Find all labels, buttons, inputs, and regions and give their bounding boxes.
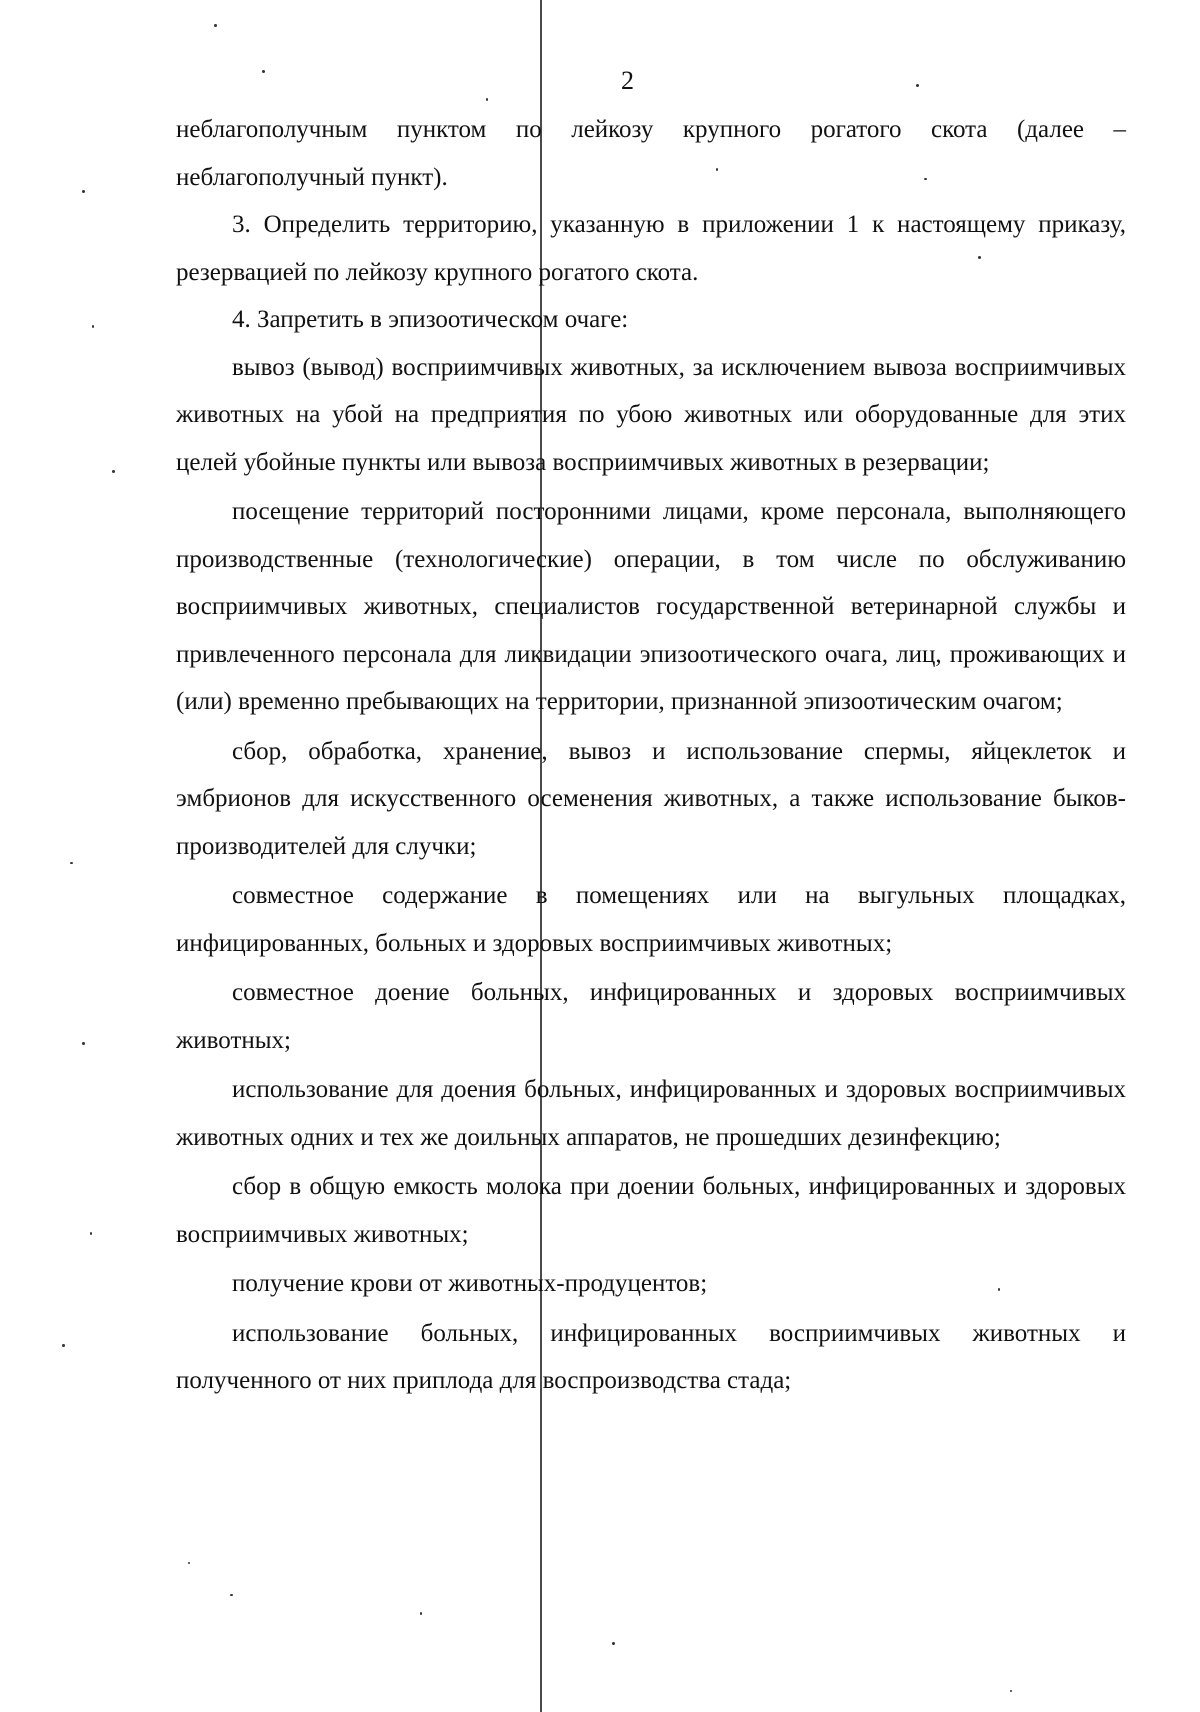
- scan-speck: [214, 24, 217, 27]
- scan-speck: [62, 1344, 65, 1347]
- prohibition-item: вывоз (вывод) восприимчивых животных, за исключением вывоза восприимчивых животных на убой на предприятия по убою животных или оборудованные для этих целей убойные пункты или вывоза восприимчивых животных в резервации;: [176, 353, 1126, 476]
- scan-speck: [112, 470, 115, 473]
- prohibition-item: использование для доения больных, инфицированных и здоровых восприимчивых животных одних и тех же доильных аппаратов, не прошедших дезинфекцию;: [176, 1076, 1126, 1151]
- scan-speck: [90, 1232, 92, 1235]
- scan-speck: [716, 168, 718, 171]
- page-number: 2: [621, 66, 634, 95]
- scan-speck: [82, 190, 85, 193]
- scan-speck: [70, 862, 73, 864]
- prohibition-item: сбор в общую емкость молока при доении больных, инфицированных и здоровых восприимчивых животных;: [176, 1173, 1126, 1248]
- scan-speck: [916, 84, 919, 87]
- prohibition-item: получение крови от животных-продуцентов;: [232, 1270, 708, 1297]
- scan-speck: [978, 256, 981, 259]
- document-body: [176, 106, 1126, 1405]
- prohibition-item: совместное доение больных, инфицированных и здоровых восприимчивых животных;: [176, 979, 1126, 1054]
- scan-speck: [188, 1562, 190, 1564]
- scan-speck: [612, 1642, 615, 1645]
- scan-speck: [420, 1612, 422, 1615]
- scan-speck: [1010, 1690, 1012, 1692]
- scan-speck: [230, 1594, 233, 1596]
- scan-speck: [262, 70, 265, 73]
- scan-speck: [92, 325, 94, 328]
- scan-speck: [998, 1288, 1000, 1291]
- paragraph-item-4: 4. Запретить в эпизоотическом очаге:: [232, 306, 629, 333]
- prohibition-item: посещение территорий посторонними лицами, кроме персонала, выполняющего производственные (технологические) операции, в том числе по обслуживанию восприимчивых животных, специалистов государственной ветеринарной службы и привлеченного персонала для ликвидации эпизоотического очага, лиц, проживающих и (или) временно пребывающих на территории, признанной эпизоотическим очагом;: [176, 498, 1126, 715]
- prohibition-item: использование больных, инфицированных восприимчивых животных и полученного от них приплода для воспроизводства стада;: [176, 1319, 1126, 1394]
- paragraph-continuation: неблагополучным пунктом по лейкозу крупного рогатого скота (далее – неблагополучный пункт).: [176, 116, 1126, 191]
- scan-speck: [486, 98, 488, 101]
- paragraph-item-3: 3. Определить территорию, указанную в приложении 1 к настоящему приказу, резервацией по лейкозу крупного рогатого скота.: [176, 211, 1126, 286]
- prohibition-item: совместное содержание в помещениях или на выгульных площадках, инфицированных, больных и здоровых восприимчивых животных;: [176, 882, 1126, 957]
- scan-speck: [82, 1042, 85, 1045]
- scan-speck: [924, 178, 927, 180]
- prohibition-item: сбор, обработка, хранение, вывоз и использование спермы, яйцеклеток и эмбрионов для искусственного осеменения животных, а также использование быков-производителей для случки;: [176, 737, 1126, 860]
